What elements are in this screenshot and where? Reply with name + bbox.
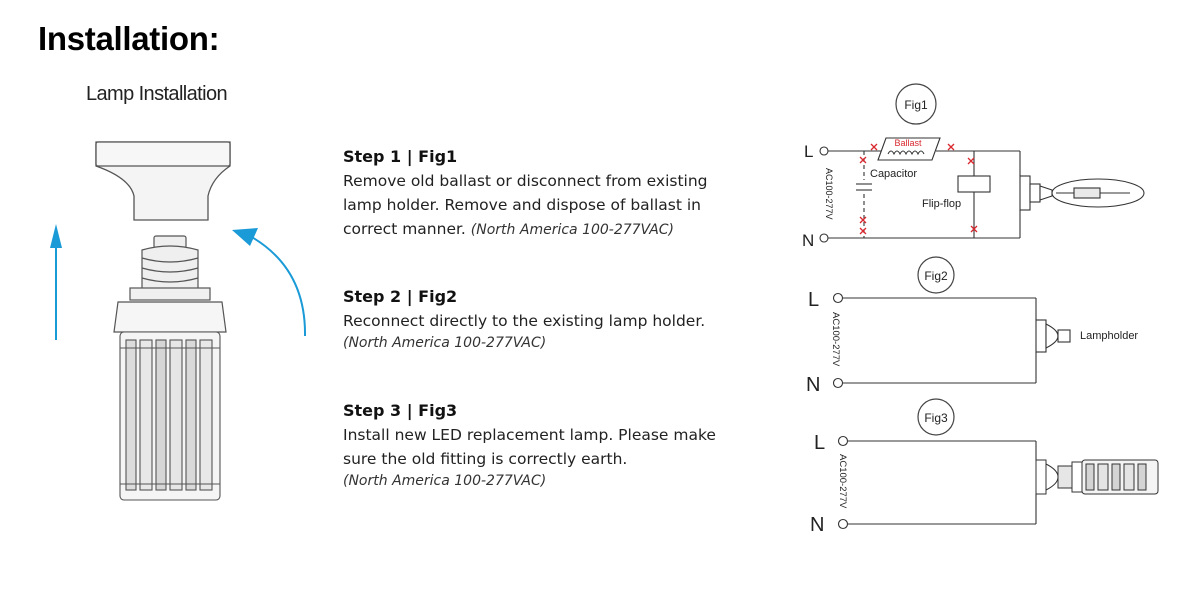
lamp-installation-subheading: Lamp Installation xyxy=(86,83,228,105)
fig1-ballast-label: Ballast xyxy=(894,138,922,148)
fig2-diagram xyxy=(806,257,1138,396)
step-3-note: (North America 100-277VAC) xyxy=(343,473,547,489)
up-arrow-icon xyxy=(50,224,62,340)
fig1-diagram xyxy=(802,84,1144,250)
lamp-holder-socket xyxy=(96,142,230,220)
led-lamp-body xyxy=(120,332,220,500)
rotate-arrow-icon xyxy=(232,228,305,336)
lamp-installation-illustration xyxy=(30,118,330,508)
lamp-neck xyxy=(114,302,226,332)
fig1-ballast xyxy=(878,138,940,160)
fig2-lampholder xyxy=(1036,320,1070,352)
step-3-text-line-1: Install new LED replacement lamp. Please make xyxy=(343,426,716,444)
wiring-diagrams xyxy=(790,80,1170,540)
step-1-text-line-1: Remove old ballast or disconnect from existing xyxy=(343,172,708,190)
fig1-flip-flop-label: Flip-flop xyxy=(922,198,962,210)
step-1-text-line-3 xyxy=(343,217,763,241)
fig1-line-label: L xyxy=(804,142,814,161)
step-1 xyxy=(343,145,763,241)
step-2-note: (North America 100-277VAC) xyxy=(343,335,547,351)
fig3-line-label: L xyxy=(814,432,826,454)
fig1-capacitor-label: Capacitor xyxy=(870,168,918,180)
page-heading: Installation: xyxy=(38,20,220,57)
step-2 xyxy=(343,285,763,354)
fig1-hid-bulb xyxy=(1020,176,1144,210)
step-2-title: Step 2 | Fig2 xyxy=(343,287,458,306)
fig2-neutral-label: N xyxy=(806,374,821,396)
step-3-text-line-2: sure the old fitting is correctly earth. xyxy=(343,450,628,468)
fig1-voltage-label: AC100-277V xyxy=(824,168,834,220)
step-3-title: Step 3 | Fig3 xyxy=(343,401,458,420)
step-1-text-line-2: lamp holder. Remove and dispose of ballast in xyxy=(343,196,701,214)
fig2-label: Fig2 xyxy=(924,269,948,283)
step-1-text-line-3-main: correct manner. xyxy=(343,220,466,238)
fig2-voltage-label: AC100-277V xyxy=(830,312,841,367)
fig3-voltage-label: AC100-277V xyxy=(837,454,848,509)
fig3-label: Fig3 xyxy=(924,411,948,425)
fig3-led-lamp xyxy=(1036,460,1158,494)
lamp-screw-base xyxy=(130,236,210,300)
step-2-text-line-1: Reconnect directly to the existing lamp holder. xyxy=(343,312,706,330)
step-1-note: (North America 100-277VAC) xyxy=(470,222,675,238)
fig1-neutral-label: N xyxy=(802,231,815,250)
fig3-neutral-label: N xyxy=(810,514,825,536)
fig2-lampholder-label: Lampholder xyxy=(1080,330,1139,342)
fig2-line-label: L xyxy=(808,289,820,311)
fig1-label: Fig1 xyxy=(904,98,928,112)
step-1-title: Step 1 | Fig1 xyxy=(343,147,458,166)
step-3 xyxy=(343,399,763,492)
fig3-diagram xyxy=(810,399,1158,536)
